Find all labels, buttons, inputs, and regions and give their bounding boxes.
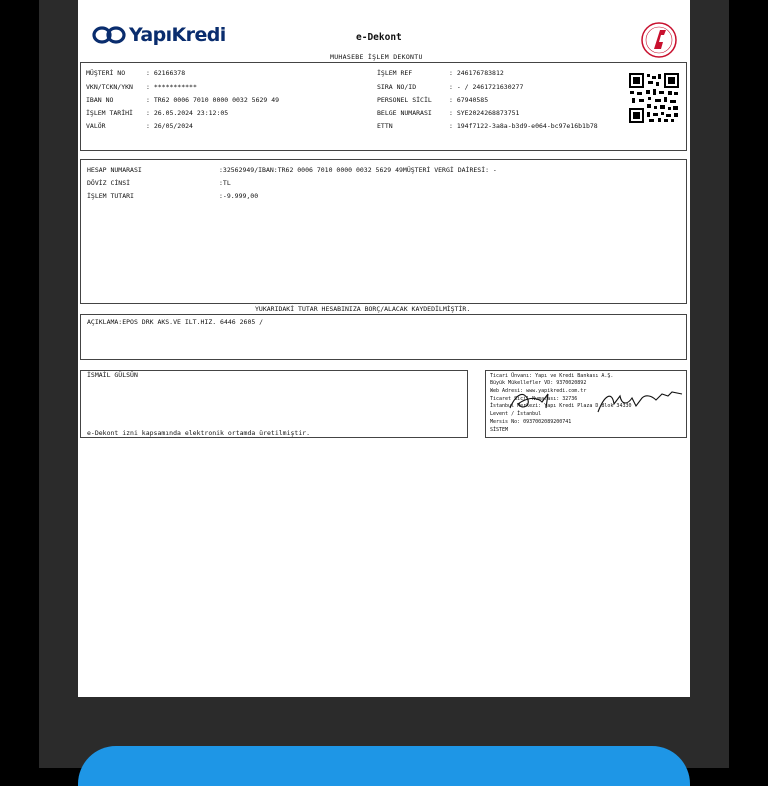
account-value: :32562949/IBAN:TR62 0006 7010 0000 0032 5629 49MÜŞTERİ VERGİ DAİRESİ: -: [219, 166, 497, 174]
customer-box: [80, 370, 468, 438]
bank-info-line: Mersis No: 0937002089200741: [490, 419, 572, 425]
info-label: SIRA NO/ID: [377, 83, 417, 91]
account-label: HESAP NUMARASI: [87, 166, 142, 174]
qr-code-icon: [628, 72, 680, 124]
info-value: : - / 2461721630277: [449, 83, 524, 91]
description-text: AÇIKLAMA:EPOS DRK AKS.VE ILT.HIZ. 6446 2605 /: [87, 318, 264, 326]
info-label: İŞLEM TARİHİ: [86, 109, 133, 117]
info-value: : 67940585: [449, 96, 489, 104]
info-label: VKN/TCKN/YKN: [86, 83, 133, 91]
info-label: MÜŞTERİ NO: [86, 69, 126, 77]
account-label: İŞLEM TUTARI: [87, 192, 134, 200]
bank-name: YapıKredi: [129, 24, 226, 46]
info-label: ETTN: [377, 122, 393, 130]
customer-name: İSMAİL GÜLSÜN: [87, 371, 138, 379]
bank-info-line: İstanbul Merkezi: Yapı Kredi Plaza D Blok 34330: [490, 403, 632, 409]
info-label: VALÖR: [86, 122, 106, 130]
info-value: : SYE2024268873751: [449, 109, 520, 117]
bank-info-line: Levent / İstanbul: [490, 411, 542, 417]
info-value: : 26/05/2024: [146, 122, 193, 130]
bank-info-line: Ticari Ünvanı: Yapı ve Kredi Bankası A.Ş.: [490, 373, 614, 379]
info-label: BELGE NUMARASI: [377, 109, 432, 117]
info-value: : 62166378: [146, 69, 186, 77]
debit-credit-notice: YUKARIDAKİ TUTAR HESABINIZA BORÇ/ALACAK KAYDEDİLMİŞTİR.: [255, 305, 471, 313]
info-value: : 26.05.2024 23:12:05: [146, 109, 229, 117]
info-value: : ***********: [146, 83, 197, 91]
bank-info-line: Web Adresi: www.yapikredi.com.tr: [490, 388, 587, 394]
signature-icon: [502, 386, 686, 416]
info-label: PERSONEL SİCİL: [377, 96, 432, 104]
page-title: e-Dekont: [356, 32, 402, 43]
transaction-amount: :-9.999,00: [219, 192, 259, 200]
bank-info-line: Büyük Mükellefler VD: 9370020892: [490, 380, 587, 386]
info-value: : TR62 0006 7010 0000 0032 5629 49: [146, 96, 280, 104]
account-details-box: [80, 159, 687, 304]
electronic-note: e-Dekont izni kapsamında elektronik ortamda üretilmiştir.: [87, 429, 311, 437]
account-label: DÖVİZ CİNSİ: [87, 179, 131, 187]
bank-logo: [92, 24, 226, 46]
document-subtitle: MUHASEBE İŞLEM DEKONTU: [330, 53, 423, 61]
bank-info-line: Ticaret Sicil Numarası: 32736: [490, 396, 578, 402]
action-button[interactable]: [78, 746, 690, 786]
system-label: SİSTEM: [490, 427, 509, 433]
info-value: : 194f7122-3a8a-b3d9-e064-bc97e16b1b78: [449, 122, 598, 130]
info-label: İŞLEM REF: [377, 69, 413, 77]
yapikredi-logo-icon: [92, 24, 126, 46]
seal-icon: [638, 21, 680, 59]
account-value: :TL: [219, 179, 231, 187]
info-label: IBAN NO: [86, 96, 114, 104]
info-value: : 246176783812: [449, 69, 504, 77]
